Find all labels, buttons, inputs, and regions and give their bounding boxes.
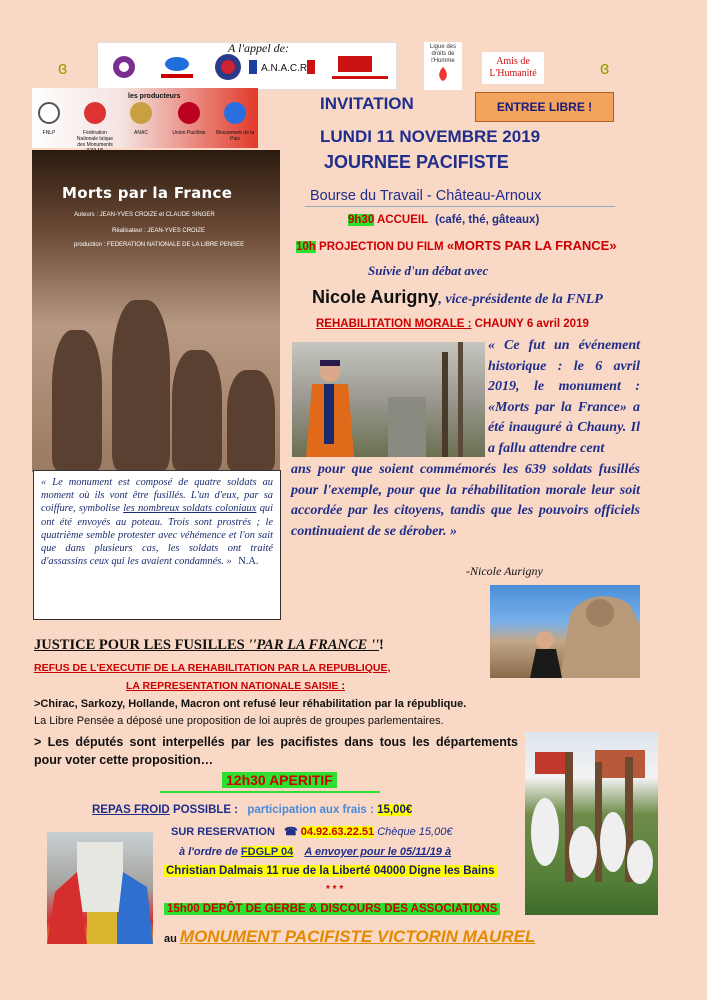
repas-line: [92, 804, 412, 816]
appel-label: A l'appel de:: [228, 41, 289, 55]
poster-production: production : FEDERATION NATIONALE DE LA LIBRE PENSEE: [74, 242, 245, 248]
dove-logo-icon: [146, 45, 208, 89]
separator-stars: * * *: [326, 884, 344, 895]
flag-logo-icon: [326, 45, 394, 89]
representation-text: LA REPRESENTATION NATIONALE SAISIE: [126, 680, 339, 692]
envoyer-label: A envoyer pour le 05/11/19 à: [304, 846, 452, 858]
nicole-quote-top: « Ce fut un événement historique : le 6 avril 2019, le monument : «Morts par la France» a été inauguré à Chauny. Il a fallu attendre cent: [488, 338, 640, 456]
cheque-label: Chèque 15,00€: [377, 826, 453, 838]
soldier-statue: [112, 300, 170, 470]
monument-name: MONUMENT PACIFISTE VICTORIN MAUREL: [179, 927, 536, 946]
justice-title: [34, 637, 384, 654]
justice-title-part2: ''PAR LA FRANCE '': [248, 637, 380, 653]
reservation-line: [171, 825, 452, 838]
producer-item: Fédération Nationale laïque des Monuments: [76, 130, 114, 148]
justice-title-part1: JUSTICE POUR LES FUSILLES: [34, 637, 249, 653]
quote-underlined: les nombreux soldats coloniaux: [123, 503, 257, 515]
quote-part1: « Le monument est composé de quatre soldats au moment où ils vont être fusillés. L'un d'eux, par sa coiffure, symbolise: [41, 477, 273, 515]
producer-item: Mouvement de la Paix: [215, 130, 255, 142]
aperitif-line: 12h30 APERITIF: [222, 772, 337, 788]
poster-auteurs: Auteurs : JEAN-YVES CROIZE et CLAUDE SINGER: [74, 212, 215, 218]
statues-photo: [525, 732, 658, 915]
nicole-photo: [292, 342, 485, 457]
rehab-label: REHABILITATION MORALE :: [316, 318, 472, 330]
speaker-name: Nicole Aurigny: [312, 287, 439, 307]
ornament-right-icon: ɞ: [600, 58, 610, 78]
deputes-line: > Les députés sont interpellés par les pacifistes dans tous les départements pour voter cette proposition…: [34, 735, 518, 767]
ldh-flame-icon: [433, 65, 453, 83]
accueil-extra: (café, thé, gâteaux): [435, 214, 540, 226]
ldh-label: Ligue des droits de l'Homme: [429, 44, 457, 64]
producer-item: FNLP: [42, 130, 56, 136]
debate-label: Suivie d'un débat avec: [368, 263, 489, 278]
event-date: LUNDI 11 NOVEMBRE 2019: [320, 127, 541, 146]
ordre-label: à l'ordre de: [179, 846, 238, 858]
sculptor-figure-icon: [490, 585, 640, 678]
mouvement-paix-icon: [224, 102, 246, 124]
photo-figure-icon: [292, 342, 485, 457]
quote-part2: qui ont été envoyés au poteau. Trois sont prostrés ; le quatrième semble protester avec véhémence et l'on sait que dans plusieurs cas, les soldats ont traité d'assassins ceux qui les avaient condamnés. »: [41, 503, 273, 568]
projection-text: PROJECTION DU FILM: [319, 241, 444, 253]
ornament-left-icon: ɞ: [58, 58, 68, 78]
libre-pensee-line: La Libre Pensée a déposé une proposition de loi auprès de groupes parlementaires.: [34, 715, 444, 727]
accueil-line: [348, 214, 539, 226]
repas-label: REPAS FROID: [92, 804, 170, 816]
poster-realisateur: Réalisateur : JEAN-YVES CROIZE: [112, 228, 206, 234]
nicole-quote-bottom: ans pour que soient commémorés les 639 soldats fusillés pour l'exemple, pour que la réhabilitation morale leur soit accordée par les citoyens, tandis que les pouvoirs officiels continuaient de se dérober. »: [291, 462, 640, 539]
producer-item: ANAC: [134, 130, 148, 136]
gerbe-line: 15h00 DEPÔT DE GERBE & DISCOURS DES ASSOCIATIONS: [164, 903, 500, 915]
speaker-role: , vice-présidente de la FNLP: [438, 292, 603, 307]
libre-pensee-logo-icon: [103, 45, 145, 89]
repas-possible: POSSIBLE :: [169, 804, 239, 816]
au-label: au: [164, 933, 177, 945]
monument-quote-box: [33, 470, 281, 620]
union-pacifiste-icon: [178, 102, 200, 124]
chirac-line: >Chirac, Sarkozy, Hollande, Macron ont refusé leur réhabilitation par la république.: [34, 698, 467, 710]
representation-suffix: :: [338, 680, 345, 692]
invitation-title: INVITATION: [320, 94, 414, 113]
divider: [160, 791, 380, 793]
phone-icon: ☎: [283, 826, 298, 838]
huma-logo: Amis de L'Humanité: [482, 52, 544, 84]
divider: [305, 206, 615, 207]
soldier-statue: [52, 330, 102, 470]
svg-text:A.N.A.C.R: A.N.A.C.R: [261, 63, 308, 74]
fnlm-icon: [84, 102, 106, 124]
entree-libre-badge: ENTREE LIBRE !: [475, 92, 614, 122]
statues-figure-icon: [525, 732, 658, 915]
representation-line: [126, 680, 345, 692]
refus-line: REFUS DE L'EXECUTIF DE LA REHABILITATION PAR LA REPUBLIQUE,: [34, 662, 391, 674]
producers-strip: [32, 88, 258, 148]
soldier-statue: [227, 370, 275, 470]
speaker-line: [312, 287, 603, 308]
sculptor-photo: [490, 585, 640, 678]
price: 15,00€: [377, 804, 413, 816]
memorial-photo: [47, 832, 153, 944]
event-location: Bourse du Travail - Château-Arnoux: [310, 188, 542, 204]
anac-icon: [130, 102, 152, 124]
address-line: Christian Dalmais 11 rue de la Liberté 04000 Digne les Bains: [166, 865, 495, 877]
accueil-time: 9h30: [348, 214, 375, 226]
rehab-line: [316, 318, 589, 330]
film-name: «MORTS PAR LA FRANCE»: [446, 238, 617, 253]
producers-title: les producteurs: [128, 93, 181, 100]
participation-label: participation aux frais :: [247, 804, 374, 816]
nicole-signature: -Nicole Aurigny: [466, 564, 543, 578]
fdglp-label: FDGLP 04: [240, 846, 294, 858]
accueil-text: ACCUEIL: [377, 214, 428, 226]
phone-number: 04.92.63.22.51: [300, 826, 375, 838]
event-title: JOURNEE PACIFISTE: [324, 152, 509, 172]
fnlp-icon: [38, 102, 60, 124]
reservation-label: SUR RESERVATION: [171, 826, 275, 838]
justice-title-part3: !: [379, 637, 384, 653]
anacr-logo-icon: [248, 55, 318, 79]
poster-title: Morts par la France: [62, 184, 233, 202]
quote-sign: N.A.: [238, 556, 259, 568]
producer-item: Union Pacifiste: [172, 130, 206, 136]
projection-line: [296, 238, 617, 253]
rehab-place: CHAUNY 6 avril 2019: [471, 318, 589, 330]
memorial-figure-icon: [47, 832, 153, 944]
ldh-logo: [424, 42, 462, 90]
film-poster: [32, 150, 280, 472]
soldier-statue: [172, 350, 222, 470]
ordre-line: [179, 846, 451, 858]
monument-line: [164, 927, 535, 947]
projection-time: 10h: [296, 241, 316, 253]
